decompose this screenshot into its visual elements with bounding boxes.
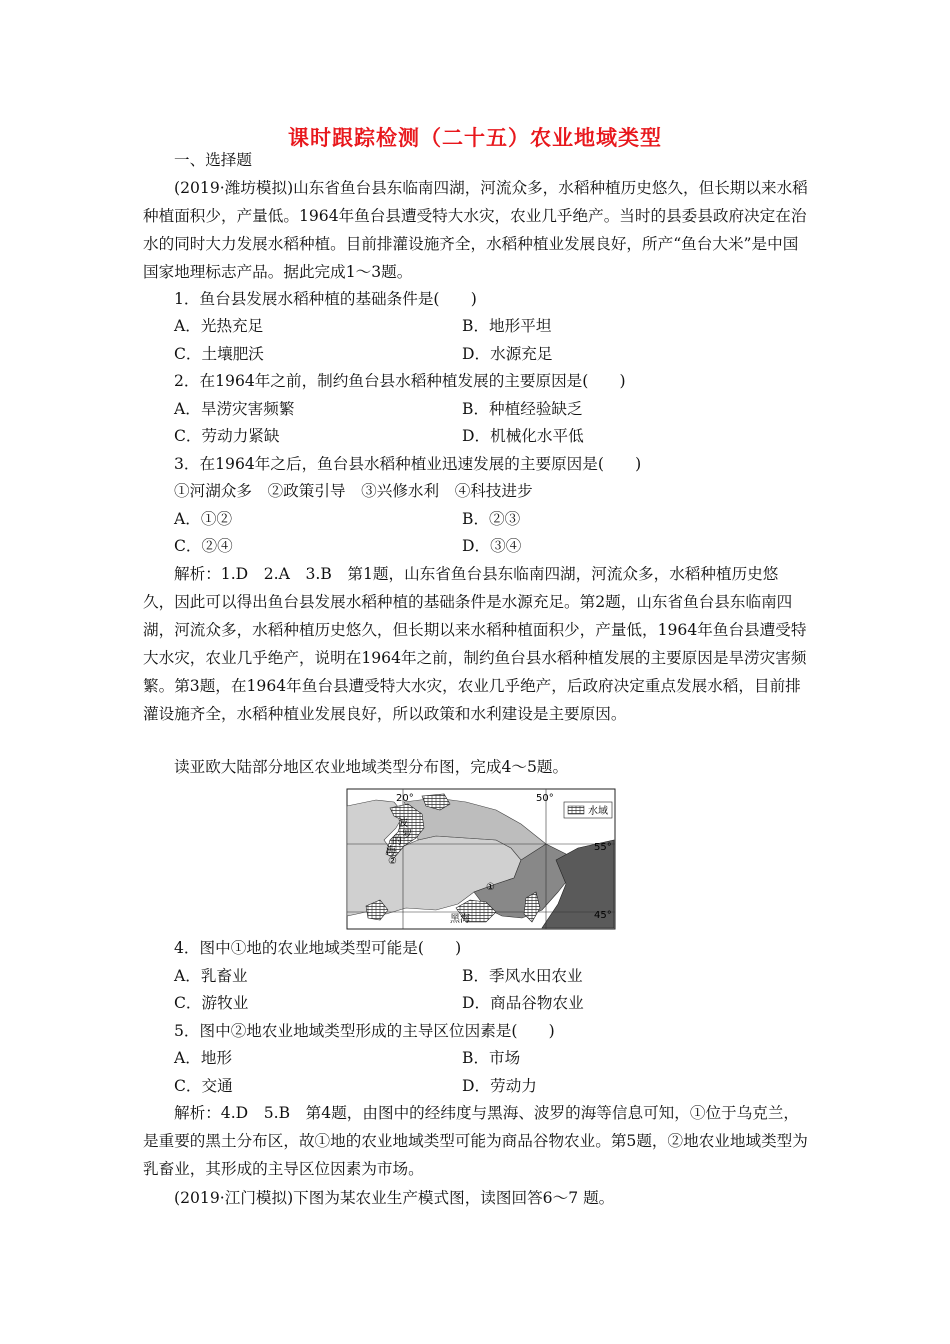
analysis-paragraph-2: 解析：4.D 5.B 第4题，由图中的经纬度与黑海、波罗的海等信息可知，①位于乌克兰，是重要的黑土分布区，故①地的农业地域类型可能为商品谷物农业。第5题，②地农业地域类型为乳畜业，其形成的主导区位因素为市场。 bbox=[143, 1104, 808, 1178]
label-baltic-3: 的 bbox=[392, 836, 402, 847]
question-1-option-c: C．土壤肥沃 bbox=[174, 345, 264, 363]
question-1-option-b: B．地形平坦 bbox=[462, 317, 552, 335]
question-4-option-b: B．季风水田农业 bbox=[462, 967, 583, 985]
intro-paragraph-1: (2019·潍坊模拟)山东省鱼台县东临南四湖，河流众多，水稻种植历史悠久，但长期以来水稻种植面积少，产量低。1964年鱼台县遭受特大水灾，农业几乎绝产。当时的县委县政府决定在治水的同时大力发展水稻种植。目前排灌设施齐全，水稻种植业发展良好，所产“鱼台大米”是中国国家地理标志产品。据此完成1～3题。 bbox=[143, 179, 808, 281]
question-1-stem: 1．鱼台县发展水稻种植的基础条件是( ) bbox=[174, 290, 477, 308]
question-3-option-d: D．③④ bbox=[462, 537, 522, 555]
question-3-option-a: A．①② bbox=[174, 510, 233, 528]
label-lat-45: 45° bbox=[594, 910, 612, 921]
question-4-option-c: C．游牧业 bbox=[174, 994, 249, 1012]
legend-water-swatch bbox=[568, 806, 584, 814]
question-3-option-c: C．②④ bbox=[174, 537, 233, 555]
question-3-items: ①河湖众多 ②政策引导 ③兴修水利 ④科技进步 bbox=[174, 482, 533, 500]
label-baltic-2: 罗 bbox=[402, 830, 412, 841]
question-5-option-d: D．劳动力 bbox=[462, 1077, 537, 1095]
analysis-paragraph-1: 解析：1.D 2.A 3.B 第1题，山东省鱼台县东临南四湖，河流众多，水稻种植历史悠久，因此可以得出鱼台县发展水稻种植的基础条件是水源充足。第2题，山东省鱼台县东临南四湖，河流众多，水稻种植历史悠久，但长期以来水稻种植面积少，产量低，1964年鱼台县遭受特大水灾，农业几乎绝产，说明在1964年之前，制约鱼台县水稻种植发展的主要原因是旱涝灾害频繁。第3题，在1964年鱼台县遭受特大水灾，农业几乎绝产，后政府决定重点发展水稻，目前排灌设施齐全，水稻种植业发展良好，所以政策和水利建设是主要原因。 bbox=[143, 565, 807, 723]
question-1-option-a: A．光热充足 bbox=[174, 317, 264, 335]
question-5-option-a: A．地形 bbox=[174, 1049, 233, 1067]
label-lon-50: 50° bbox=[536, 793, 554, 804]
legend-water-label: 水域 bbox=[588, 806, 608, 817]
label-lat-55: 55° bbox=[594, 842, 612, 853]
label-region-2: ② bbox=[388, 856, 397, 867]
section-heading: 一、选择题 bbox=[174, 151, 252, 169]
question-5-option-c: C．交通 bbox=[174, 1077, 233, 1095]
question-2-stem: 2．在1964年之前，制约鱼台县水稻种植发展的主要原因是( ) bbox=[174, 372, 626, 390]
question-5-stem: 5．图中②地农业地域类型形成的主导区位因素是( ) bbox=[174, 1022, 555, 1040]
question-4-option-d: D．商品谷物农业 bbox=[462, 994, 584, 1012]
question-3-option-b: B．②③ bbox=[462, 510, 521, 528]
label-lon-20: 20° bbox=[396, 793, 414, 804]
page-title: 课时跟踪检测（二十五）农业地域类型 bbox=[288, 125, 662, 150]
question-5-option-b: B．市场 bbox=[462, 1049, 521, 1067]
question-2-option-a: A．旱涝灾害频繁 bbox=[174, 400, 295, 418]
label-baltic-4: 海 bbox=[386, 846, 396, 857]
question-2-option-b: B．种植经验缺乏 bbox=[462, 400, 583, 418]
intro-paragraph-2: 读亚欧大陆部分地区农业地域类型分布图，完成4～5题。 bbox=[174, 758, 569, 776]
intro-paragraph-3: (2019·江门模拟)下图为某农业生产模式图，读图回答6～7 题。 bbox=[174, 1189, 615, 1207]
question-2-option-c: C．劳动力紧缺 bbox=[174, 427, 280, 445]
question-4-stem: 4．图中①地的农业地域类型可能是( ) bbox=[174, 939, 462, 957]
label-black-sea: 黑海 bbox=[450, 914, 470, 925]
question-2-option-d: D．机械化水平低 bbox=[462, 427, 584, 445]
question-3-stem: 3．在1964年之后，鱼台县水稻种植业迅速发展的主要原因是( ) bbox=[174, 455, 642, 473]
label-baltic-1: 波 bbox=[398, 818, 408, 829]
label-region-1: ① bbox=[486, 882, 495, 893]
question-1-option-d: D．水源充足 bbox=[462, 345, 553, 363]
agriculture-region-map bbox=[346, 788, 616, 930]
question-4-option-a: A．乳畜业 bbox=[174, 967, 248, 985]
